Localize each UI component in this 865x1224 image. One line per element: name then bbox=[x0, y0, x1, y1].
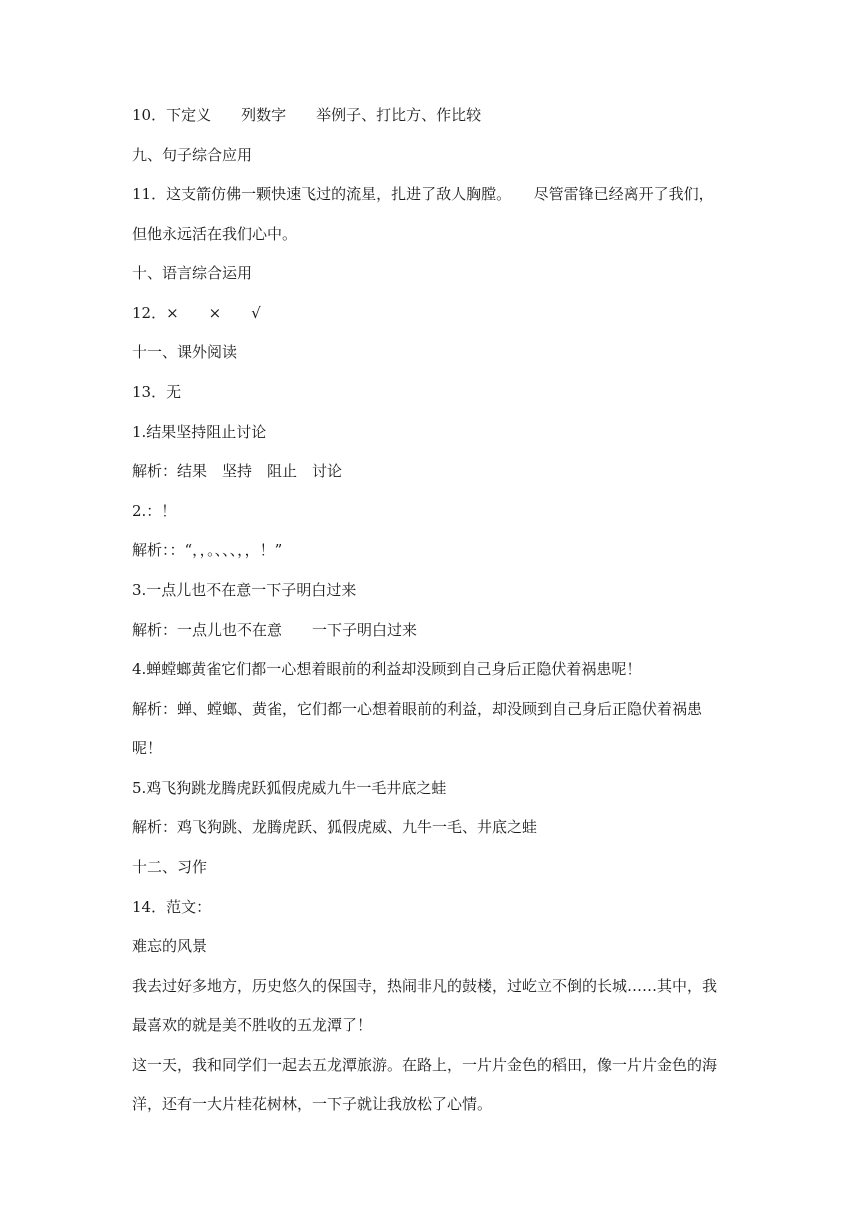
answer-12: 12．× × √ bbox=[132, 304, 261, 322]
essay-paragraph-2-line-1: 这一天，我和同学们一起去五龙潭旅游。在路上，一片片金色的稻田，像一片片金色的海 bbox=[132, 1056, 718, 1074]
sub-answer-1: 1.结果坚持阻止讨论 bbox=[132, 423, 267, 441]
analysis-3: 解析：一点儿也不在意 一下子明白过来 bbox=[132, 621, 418, 639]
analysis-1: 解析：结果 坚持 阻止 讨论 bbox=[132, 462, 343, 480]
answer-11-line-1: 11．这支箭仿佛一颗快速飞过的流星，扎进了敌人胸膛。 尽管雷锋已经离开了我们， bbox=[132, 185, 714, 203]
essay-paragraph-1-line-2: 最喜欢的就是美不胜收的五龙潭了！ bbox=[132, 1016, 373, 1034]
answer-14: 14．范文： bbox=[132, 898, 212, 916]
section-heading-10: 十、语言综合运用 bbox=[132, 264, 253, 282]
section-heading-12: 十二、习作 bbox=[132, 858, 208, 876]
sub-answer-5: 5.鸡飞狗跳龙腾虎跃狐假虎威九牛一毛井底之蛙 bbox=[132, 779, 447, 797]
analysis-4-line-1: 解析：蝉、螳螂、黄雀，它们都一心想着眼前的利益，却没顾到自己身后正隐伏着祸患 bbox=[132, 700, 703, 718]
sub-answer-4: 4.蝉螳螂黄雀它们都一心想着眼前的利益却没顾到自己身后正隐伏着祸患呢！ bbox=[132, 660, 642, 678]
answer-10: 10．下定义 列数字 举例子、打比方、作比较 bbox=[132, 106, 482, 124]
section-heading-9: 九、句子综合应用 bbox=[132, 146, 253, 164]
essay-paragraph-2-line-2: 洋，还有一大片桂花树林，一下子就让我放松了心情。 bbox=[132, 1095, 493, 1113]
answer-11-line-2: 但他永远活在我们心中。 bbox=[132, 225, 298, 243]
analysis-4-line-2: 呢！ bbox=[132, 739, 163, 757]
answer-13: 13．无 bbox=[132, 383, 182, 401]
analysis-2: 解析：：“，，。、、、，，！” bbox=[132, 541, 283, 559]
essay-paragraph-1-line-1: 我去过好多地方，历史悠久的保国寺，热闹非凡的鼓楼，过屹立不倒的长城……其中，我 bbox=[132, 977, 718, 995]
section-heading-11: 十一、课外阅读 bbox=[132, 343, 238, 361]
sub-answer-2: 2.：！ bbox=[132, 502, 177, 520]
essay-title: 难忘的风景 bbox=[132, 937, 208, 955]
sub-answer-3: 3.一点儿也不在意一下子明白过来 bbox=[132, 581, 357, 599]
analysis-5: 解析：鸡飞狗跳、龙腾虎跃、狐假虎威、九牛一毛、井底之蛙 bbox=[132, 818, 538, 836]
